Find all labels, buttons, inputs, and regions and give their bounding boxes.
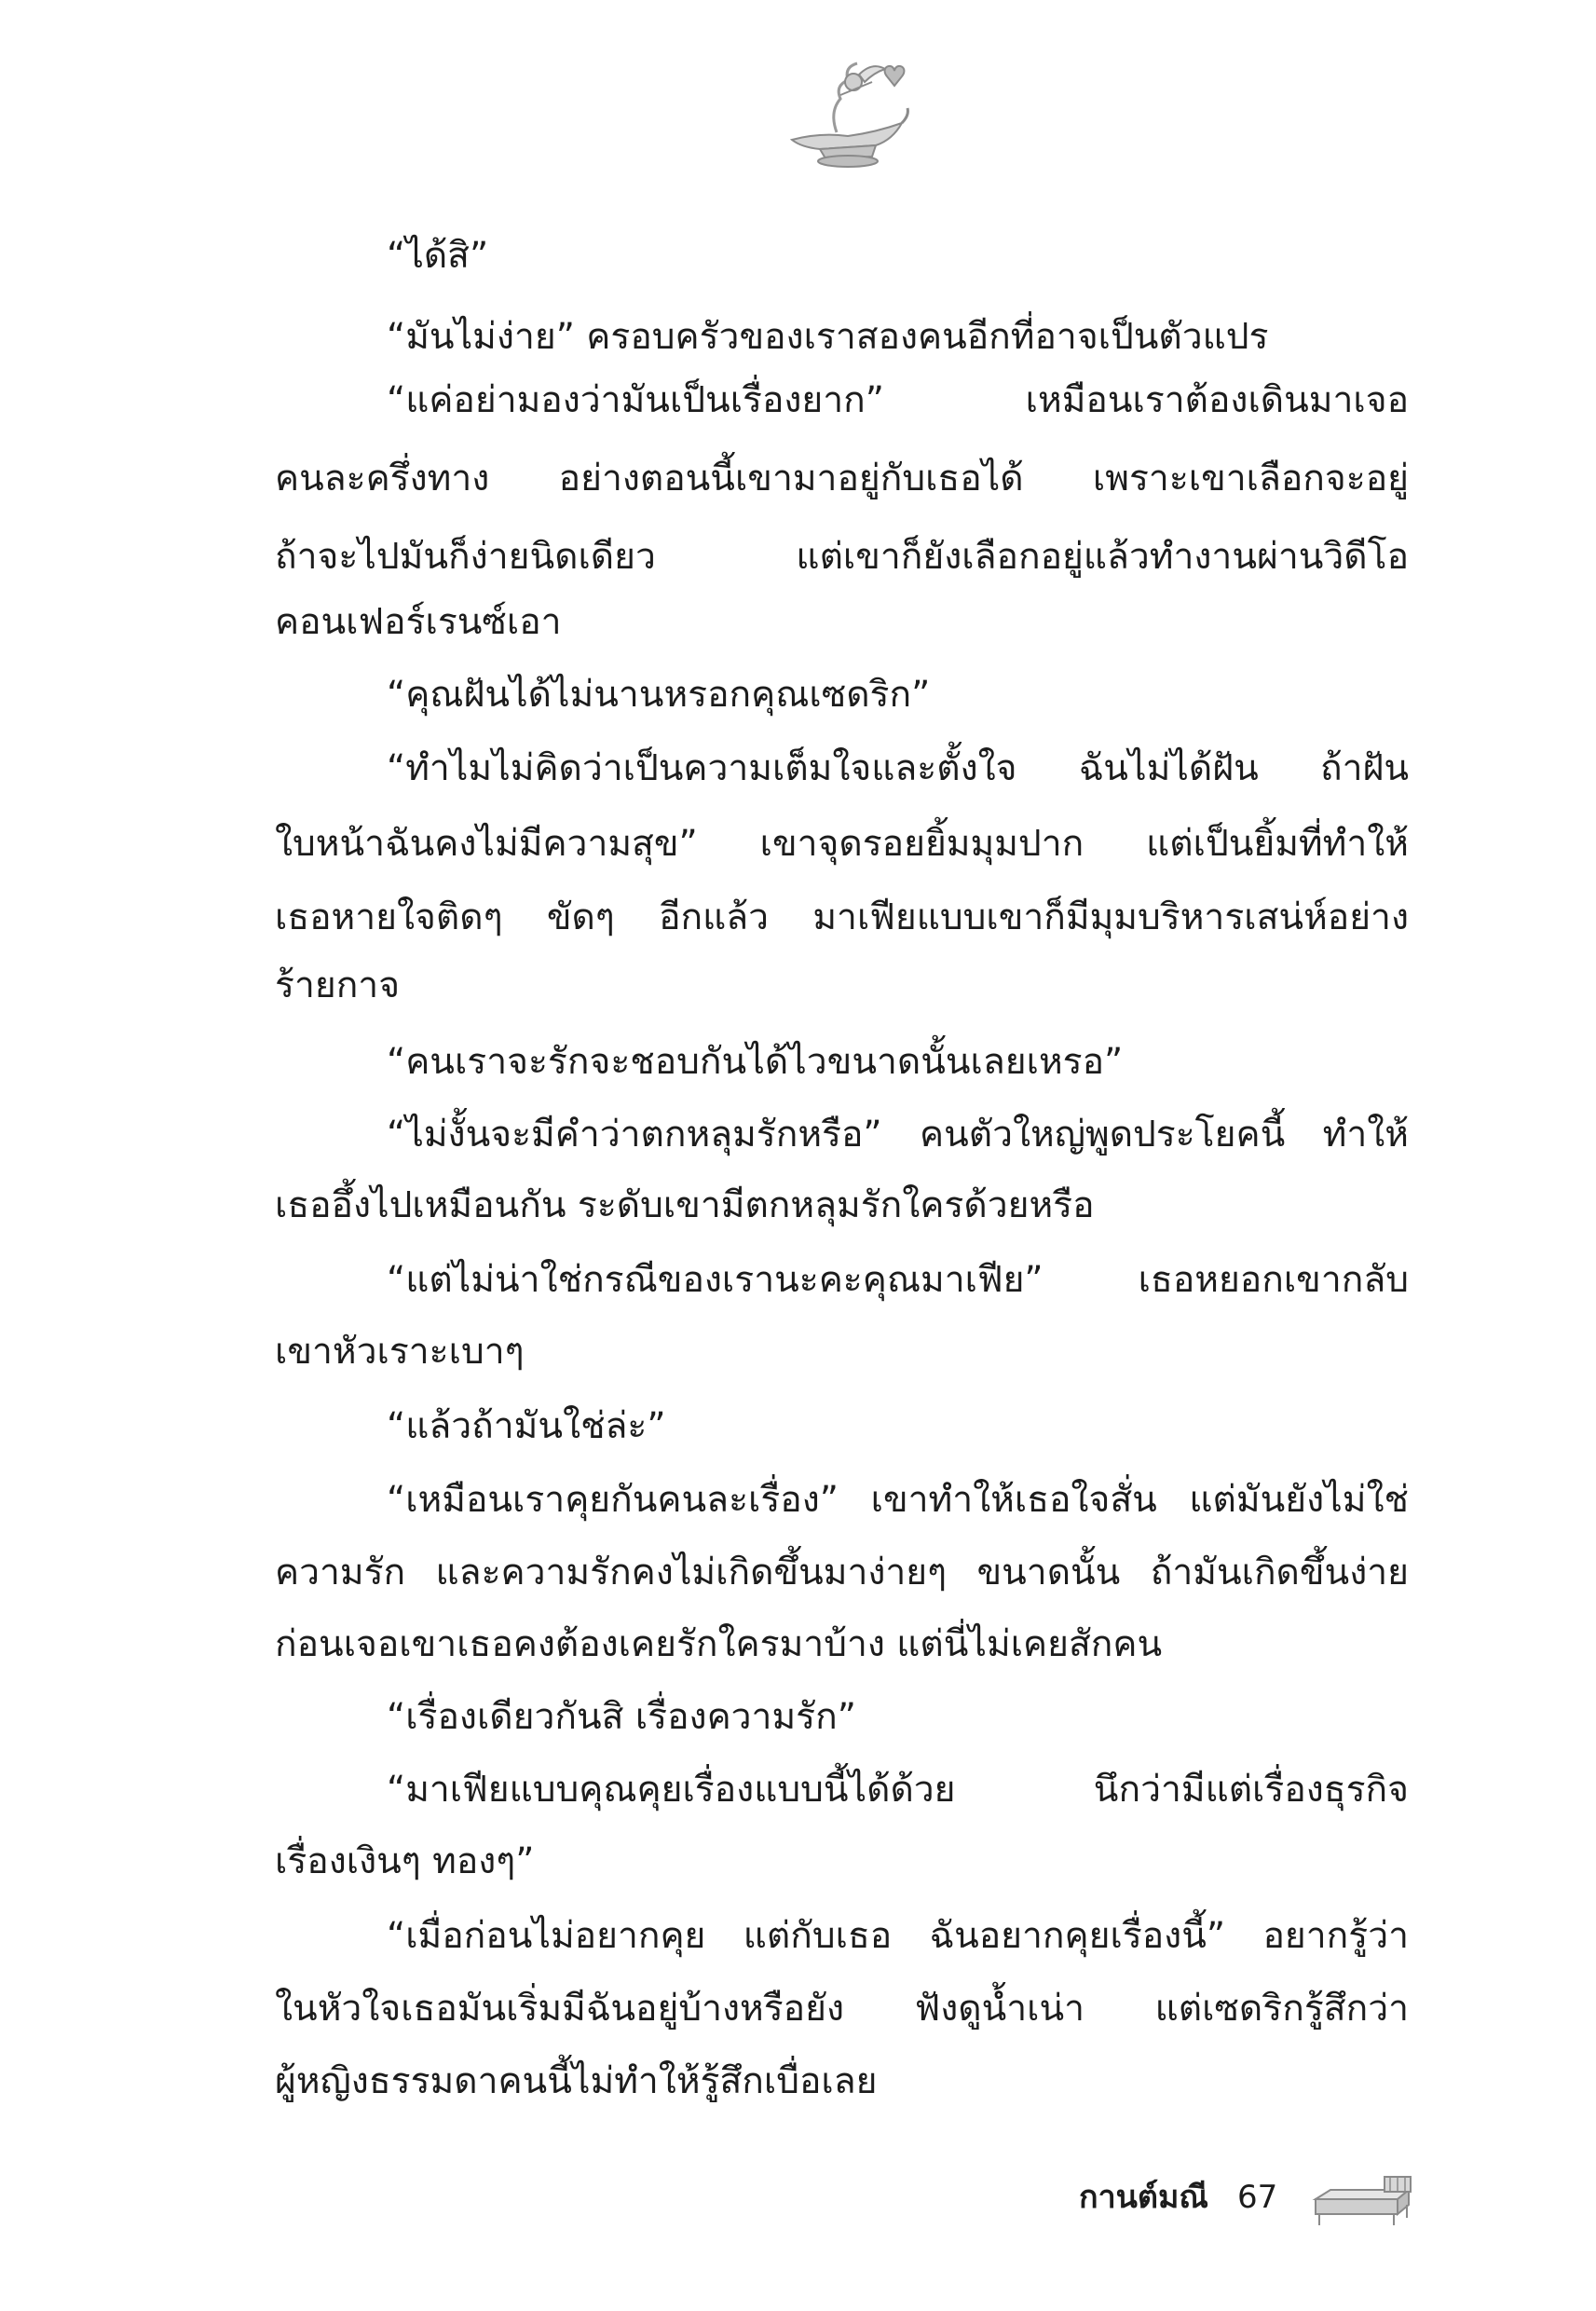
genie-lamp-with-cupid-icon — [783, 54, 913, 171]
paragraph-line: ในหัวใจเธอมันเริ่มมีฉันอยู่บ้างหรือยัง ฟังดูน้ำเน่า แต่เซดริกรู้สึกว่า — [275, 1988, 1409, 2030]
paragraph-line: “เมื่อก่อนไม่อยากคุย แต่กับเธอ ฉันอยากคุยเรื่องนี้” อยากรู้ว่า — [387, 1915, 1409, 1957]
paragraph-line: “มาเฟียแบบคุณคุยเรื่องแบบนี้ได้ด้วย นึกว่ามีแต่เรื่องธุรกิจ — [387, 1769, 1409, 1811]
paragraph-line: ใบหน้าฉันคงไม่มีความสุข” เขาจุดรอยยิ้มมุมปาก แต่เป็นยิ้มที่ทำให้ — [275, 823, 1409, 865]
bed-icon — [1312, 2171, 1414, 2229]
paragraph-line: คนละครึ่งทาง อย่างตอนนี้เขามาอยู่กับเธอได้ เพราะเขาเลือกจะอยู่ — [275, 458, 1409, 499]
paragraph-line: ถ้าจะไปมันก็ง่ายนิดเดียว แต่เขาก็ยังเลือกอยู่แล้วทำงานผ่านวิดีโอ — [275, 536, 1409, 578]
paragraph-line: “แค่อย่ามองว่ามันเป็นเรื่องยาก” เหมือนเราต้องเดินมาเจอ — [387, 379, 1409, 421]
paragraph-line: ผู้หญิงธรรมดาคนนี้ไม่ทำให้รู้สึกเบื่อเลย — [275, 2060, 878, 2102]
paragraph-line: “ได้สิ” — [387, 235, 489, 277]
paragraph-line: เขาหัวเราะเบาๆ — [275, 1331, 525, 1373]
paragraph-line: “คุณฝันได้ไม่นานหรอกคุณเซดริก” — [387, 674, 931, 716]
footer-page-number: 67 — [1237, 2179, 1278, 2216]
paragraph-line: “เหมือนเราคุยกันคนละเรื่อง” เขาทำให้เธอใจสั่น แต่มันยังไม่ใช่ — [387, 1479, 1409, 1521]
paragraph-line: คอนเฟอร์เรนซ์เอา — [275, 601, 562, 643]
paragraph-line: “แล้วถ้ามันใช่ล่ะ” — [387, 1405, 666, 1447]
footer-book-title: กานต์มณี — [1079, 2179, 1208, 2216]
paragraph-line: ความรัก และความรักคงไม่เกิดขึ้นมาง่ายๆ ขนาดนั้น ถ้ามันเกิดขึ้นง่าย — [275, 1552, 1409, 1593]
paragraph-line: “มันไม่ง่าย” ครอบครัวของเราสองคนอีกที่อาจเป็นตัวแปร — [387, 316, 1269, 358]
paragraph-line: ก่อนเจอเขาเธอคงต้องเคยรักใครมาบ้าง แต่นี่ไม่เคยสักคน — [275, 1623, 1163, 1665]
paragraph-line: ร้ายกาจ — [275, 964, 401, 1006]
paragraph-line: เธออึ้งไปเหมือนกัน ระดับเขามีตกหลุมรักใครด้วยหรือ — [275, 1184, 1095, 1226]
paragraph-line: “ทำไมไม่คิดว่าเป็นความเต็มใจและตั้งใจ ฉันไม่ได้ฝัน ถ้าฝัน — [387, 747, 1409, 789]
paragraph-line: “คนเราจะรักจะชอบกันได้ไวขนาดนั้นเลยเหรอ” — [387, 1041, 1124, 1083]
paragraph-line: เรื่องเงินๆ ทองๆ” — [275, 1840, 535, 1882]
paragraph-line: เธอหายใจติดๆ ขัดๆ อีกแล้ว มาเฟียแบบเขาก็มีมุมบริหารเสน่ห์อย่าง — [275, 896, 1409, 938]
paragraph-line: “แต่ไม่น่าใช่กรณีของเรานะคะคุณมาเฟีย” เธอหยอกเขากลับ — [387, 1259, 1409, 1301]
paragraph-line: “เรื่องเดียวกันสิ เรื่องความรัก” — [387, 1696, 856, 1738]
paragraph-line: “ไม่งั้นจะมีคำว่าตกหลุมรักหรือ” คนตัวใหญ่พูดประโยคนี้ ทำให้ — [387, 1114, 1409, 1156]
